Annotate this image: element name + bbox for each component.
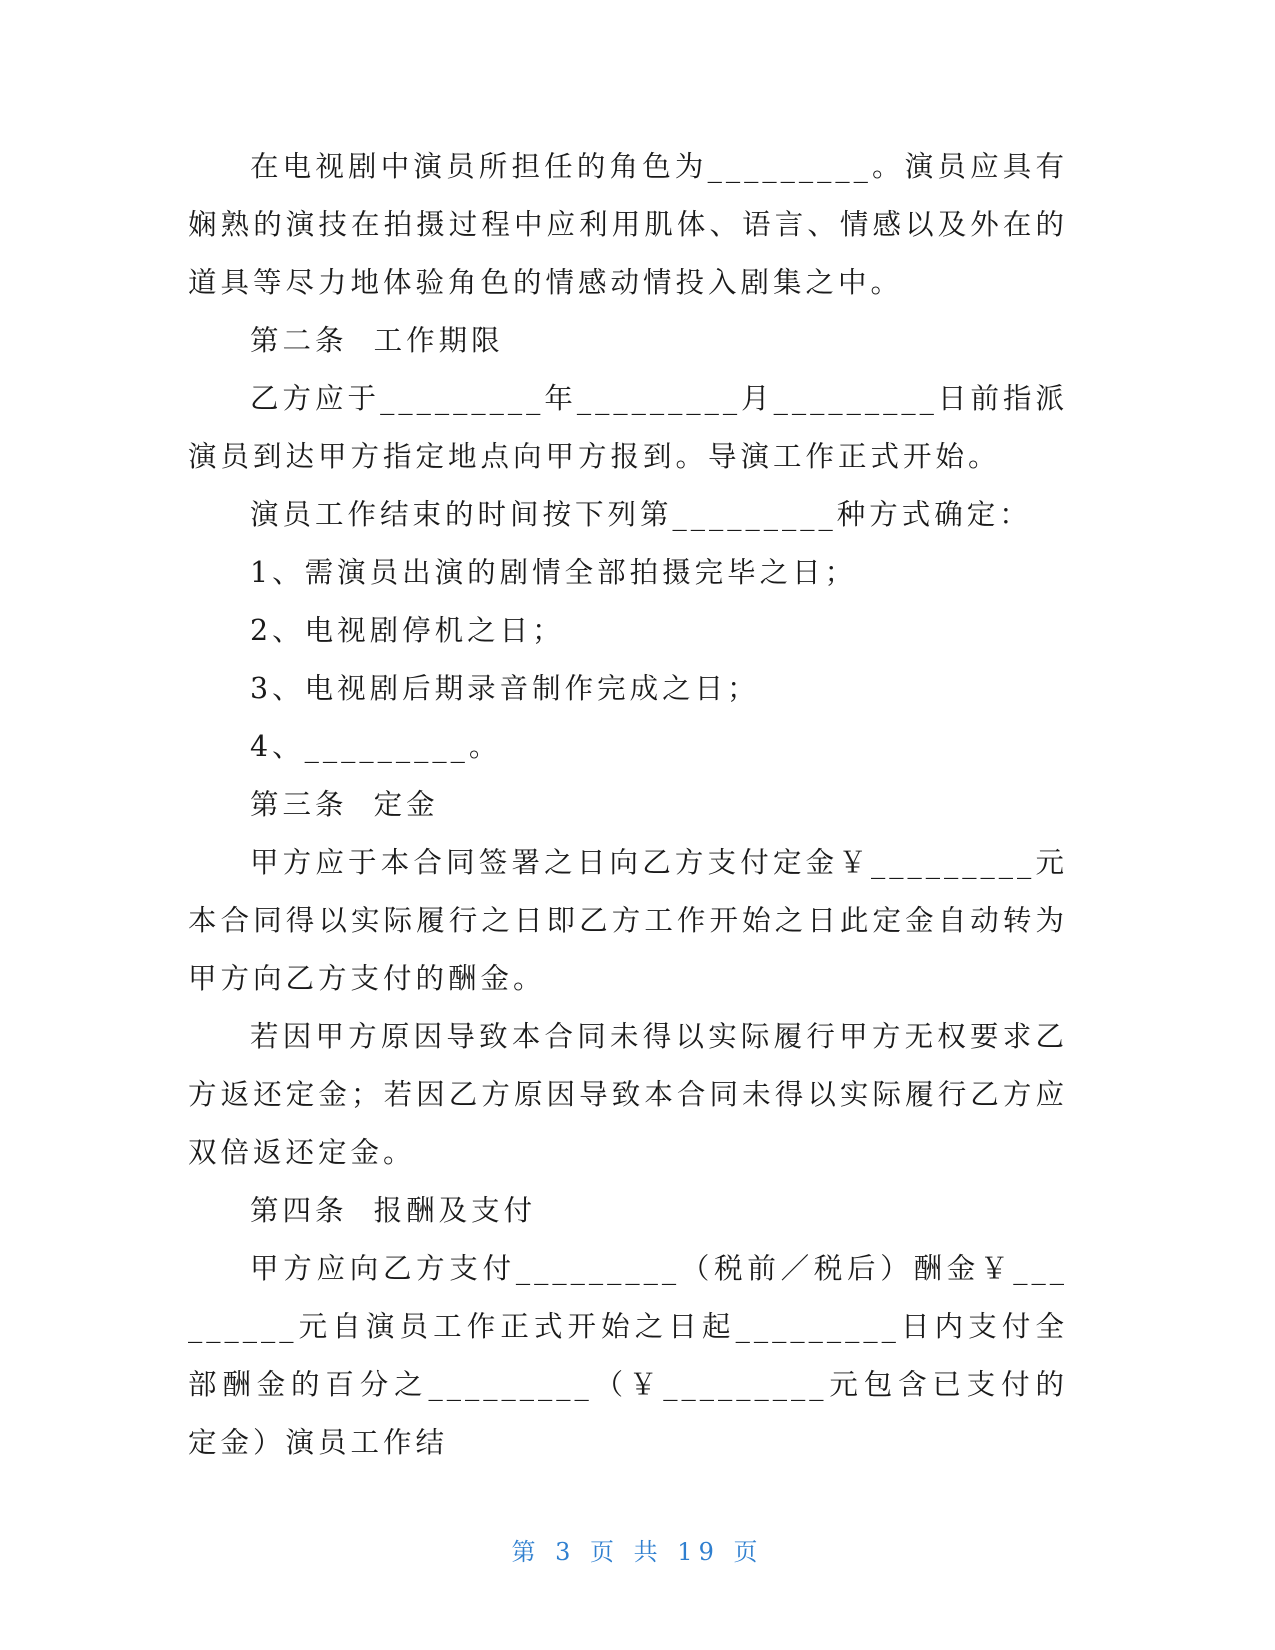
- list-item-3: 3、电视剧后期录音制作完成之日；: [250, 672, 760, 705]
- paragraph-role: 在电视剧中演员所担任的角色为_________。演员应具有娴熟的演技在拍摄过程中应利用肌体、语言、情感以及外在的道具等尽力地体验角色的情感动情投入剧集之中。: [188, 150, 1068, 299]
- page-number-footer: 第 3 页 共 19 页: [511, 1538, 764, 1566]
- document-body: [188, 138, 1068, 1472]
- paragraph-deposit-return: 若因甲方原因导致本合同未得以实际履行甲方无权要求乙方返还定金；若因乙方原因导致本合同未得以实际履行乙方应双倍返还定金。: [188, 1020, 1068, 1169]
- paragraph-deposit: 甲方应于本合同签署之日向乙方支付定金￥_________元本合同得以实际履行之日即乙方工作开始之日此定金自动转为甲方向乙方支付的酬金。: [188, 846, 1068, 995]
- list-item-2: 2、电视剧停机之日；: [250, 614, 565, 647]
- list-item-4: 4、_________。: [250, 730, 502, 763]
- paragraph-payment: 甲方应向乙方支付_________（税前／税后）酬金￥_________元自演员工作正式开始之日起_________日内支付全部酬金的百分之_________（￥_________元包含已支付的定金）演员工作结: [188, 1252, 1068, 1459]
- paragraph-end-method: 演员工作结束的时间按下列第_________种方式确定：: [250, 498, 1032, 531]
- heading-article-3: 第三条 定金: [250, 788, 439, 821]
- list-item-1: 1、需演员出演的剧情全部拍摄完毕之日；: [250, 556, 858, 589]
- paragraph-report-date: 乙方应于_________年_________月_________日前指派演员到达甲方指定地点向甲方报到。导演工作正式开始。: [188, 382, 1068, 473]
- heading-article-4: 第四条 报酬及支付: [250, 1194, 537, 1227]
- heading-article-2: 第二条 工作期限: [250, 324, 504, 357]
